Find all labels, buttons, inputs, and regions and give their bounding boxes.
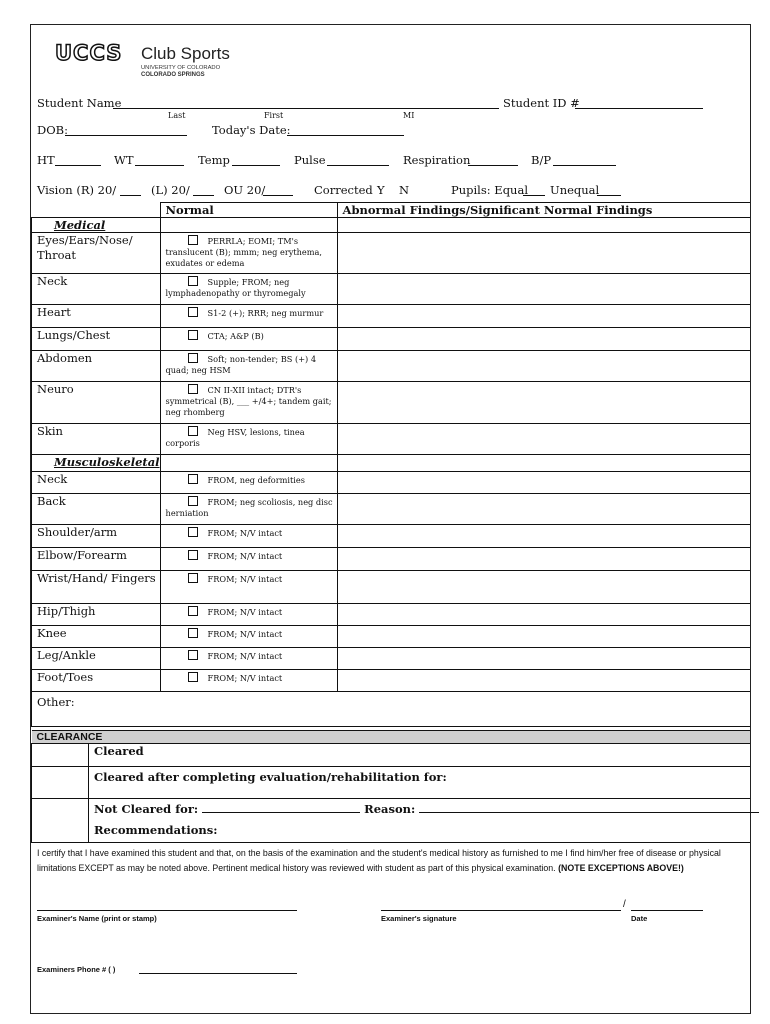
normal-checkbox[interactable] [188, 628, 198, 638]
normal-findings-text: FROM; N/V intact [207, 551, 283, 561]
normal-findings-text: S1-2 (+); RRR; neg murmur [207, 308, 324, 318]
not-cleared-label: Not Cleared for: [94, 802, 199, 816]
abnormal-findings-field[interactable] [337, 424, 750, 455]
examiner-name-field[interactable] [37, 902, 297, 911]
pulse-field[interactable] [327, 155, 389, 166]
cleared-checkbox-cell[interactable] [32, 744, 89, 767]
pulse-label: Pulse [294, 153, 326, 167]
bp-field[interactable] [553, 155, 616, 166]
normal-findings-text: Supple; FROM; neg lymphadenopathy or thyromegaly [165, 277, 306, 298]
normal-checkbox[interactable] [188, 550, 198, 560]
logo-university: UNIVERSITY OF COLORADO [141, 65, 221, 71]
other-findings-field[interactable] [32, 692, 751, 727]
abnormal-findings-field[interactable] [337, 351, 750, 382]
abnormal-findings-field[interactable] [337, 274, 750, 305]
normal-findings-text: FROM; N/V intact [207, 651, 283, 661]
table-row [32, 328, 751, 351]
middle-initial-caption: MI [403, 111, 415, 120]
abnormal-findings-field[interactable] [337, 328, 750, 351]
recommendations-label: Recommendations: [94, 823, 218, 837]
weight-label: WT [114, 153, 134, 167]
normal-checkbox[interactable] [188, 650, 198, 660]
musculoskeletal-section-heading: Musculoskeletal [32, 455, 161, 472]
normal-checkbox[interactable] [188, 573, 198, 583]
table-row [32, 233, 751, 274]
normal-checkbox[interactable] [188, 384, 198, 394]
corrected-yes-option[interactable]: Y [377, 183, 385, 197]
examiner-signature-field[interactable] [381, 902, 621, 911]
vision-ou-label: OU 20/ [224, 183, 266, 197]
logo-title: Club Sports [141, 44, 230, 63]
normal-findings-text: FROM; N/V intact [207, 528, 283, 538]
exam-area-label: Knee [32, 626, 161, 648]
exam-area-label: Back [32, 494, 161, 525]
exam-date-field[interactable] [631, 902, 703, 911]
table-row [32, 274, 751, 305]
student-id-field[interactable] [575, 98, 703, 109]
dob-label: DOB: [37, 123, 68, 137]
date-separator: / [623, 899, 626, 910]
musculoskeletal-rows [32, 472, 751, 692]
weight-field[interactable] [135, 155, 184, 166]
pupils-equal-field[interactable] [523, 185, 545, 196]
abnormal-findings-field[interactable] [337, 670, 750, 692]
table-row [32, 472, 751, 494]
normal-findings-text: PERRLA; EOMI; TM's translucent (B); mmm; neg erythema, exudates or edema [165, 236, 323, 268]
bp-label: B/P [531, 153, 552, 167]
abnormal-findings-field[interactable] [337, 382, 750, 424]
normal-findings-text: FROM; neg scoliosis, neg disc herniation [165, 497, 333, 518]
normal-checkbox[interactable] [188, 353, 198, 363]
abnormal-findings-field[interactable] [337, 548, 750, 571]
normal-checkbox[interactable] [188, 474, 198, 484]
cleared-label: Cleared [89, 744, 751, 767]
exam-area-label: Elbow/Forearm [32, 548, 161, 571]
corrected-no-option[interactable]: N [399, 183, 410, 197]
medical-section-heading: Medical [32, 218, 161, 233]
normal-findings-text: CN II-XII intact; DTR's symmetrical (B), ___ +/4+; tandem gait; neg rhomberg [165, 385, 332, 417]
exam-area-label: Neck [32, 274, 161, 305]
examiner-phone-field[interactable] [139, 965, 297, 974]
normal-findings-text: FROM; N/V intact [207, 629, 283, 639]
exam-area-label: Heart [32, 305, 161, 328]
last-name-caption: Last [168, 111, 186, 120]
abnormal-findings-field[interactable] [337, 571, 750, 604]
table-row [32, 494, 751, 525]
clearance-table [31, 730, 750, 843]
normal-checkbox[interactable] [188, 672, 198, 682]
certification-text: I certify that I have examined this student and that, on the basis of the examination and the student's medical history as furnished to me I find him/her free of disease or physical limitations EXCEPT as may be noted above. Pertinent medical history was reviewed with student as part of this physical examination. [37, 848, 721, 873]
cleared-after-checkbox-cell[interactable] [32, 767, 89, 799]
todays-date-label: Today's Date: [212, 123, 291, 137]
exam-findings-table [31, 202, 750, 727]
table-row [32, 626, 751, 648]
not-cleared-field[interactable] [202, 803, 360, 813]
cleared-after-label: Cleared after completing evaluation/rehabilitation for: [89, 767, 751, 799]
abnormal-findings-field[interactable] [337, 233, 750, 274]
table-row [32, 382, 751, 424]
student-name-field[interactable] [113, 98, 499, 109]
reason-field[interactable] [419, 803, 759, 813]
normal-findings-text: FROM, neg deformities [207, 475, 305, 485]
exam-area-label: Abdomen [32, 351, 161, 382]
exam-area-label: Leg/Ankle [32, 648, 161, 670]
height-field[interactable] [55, 155, 101, 166]
normal-checkbox[interactable] [188, 527, 198, 537]
exam-area-label: Neck [32, 472, 161, 494]
vision-left-label: (L) 20/ [151, 183, 190, 197]
abnormal-findings-field[interactable] [337, 525, 750, 548]
reason-label: Reason: [364, 802, 416, 816]
table-row [32, 525, 751, 548]
medical-rows [32, 233, 751, 455]
exam-area-label: Lungs/Chest [32, 328, 161, 351]
normal-findings-text: FROM; N/V intact [207, 673, 283, 683]
normal-findings-text: FROM; N/V intact [207, 574, 283, 584]
vision-left-field[interactable] [193, 185, 214, 196]
other-label: Other: [37, 695, 75, 709]
pupils-unequal-label: Unequal [550, 183, 600, 197]
normal-checkbox[interactable] [188, 496, 198, 506]
abnormal-findings-field[interactable] [337, 472, 750, 494]
normal-checkbox[interactable] [188, 276, 198, 286]
normal-checkbox[interactable] [188, 307, 198, 317]
abnormal-findings-field[interactable] [337, 494, 750, 525]
normal-findings-text: CTA; A&P (B) [207, 331, 264, 341]
normal-checkbox[interactable] [188, 606, 198, 616]
normal-checkbox[interactable] [188, 330, 198, 340]
examiner-signature-label: Examiner's signature [381, 914, 457, 923]
abnormal-findings-field[interactable] [337, 604, 750, 626]
student-id-label: Student ID # [503, 96, 580, 110]
vision-right-label: Vision (R) 20/ [37, 183, 117, 197]
table-row [32, 305, 751, 328]
corrected-label: Corrected [314, 183, 373, 197]
first-name-caption: First [264, 111, 284, 120]
respiration-label: Respiration [403, 153, 471, 167]
respiration-field[interactable] [468, 155, 518, 166]
todays-date-field[interactable] [287, 125, 404, 136]
table-row [32, 351, 751, 382]
dob-field[interactable] [65, 125, 187, 136]
temp-field[interactable] [232, 155, 280, 166]
logo-campus: COLORADO SPRINGS [141, 72, 205, 78]
exam-area-label: Wrist/Hand/ Fingers [32, 571, 161, 604]
abnormal-findings-field[interactable] [337, 648, 750, 670]
vision-right-field[interactable] [120, 185, 141, 196]
normal-findings-text: Soft; non-tender; BS (+) 4 quad; neg HSM [165, 354, 317, 375]
table-row [32, 670, 751, 692]
normal-findings-text: FROM; N/V intact [207, 607, 283, 617]
exam-area-label: Neuro [32, 382, 161, 424]
date-label: Date [631, 914, 648, 923]
not-cleared-checkbox-cell[interactable] [32, 799, 89, 843]
table-row [32, 571, 751, 604]
examiner-name-label: Examiner's Name (print or stamp) [37, 914, 157, 923]
height-label: HT [37, 153, 55, 167]
examiner-phone-label: Examiners Phone # ( ) [37, 965, 116, 974]
abnormal-column-header: Abnormal Findings/Significant Normal Findings [337, 203, 750, 218]
exam-area-label: Eyes/Ears/Nose/ Throat [32, 233, 161, 274]
table-row [32, 648, 751, 670]
normal-checkbox[interactable] [188, 235, 198, 245]
normal-checkbox[interactable] [188, 426, 198, 436]
certification-statement [37, 846, 743, 875]
clearance-heading: CLEARANCE [32, 731, 751, 744]
exam-area-label: Skin [32, 424, 161, 455]
table-row [32, 548, 751, 571]
exam-area-label: Foot/Toes [32, 670, 161, 692]
vision-ou-field[interactable] [263, 185, 293, 196]
temp-label: Temp [198, 153, 230, 167]
student-name-label: Student Name [37, 96, 122, 110]
exam-area-label: Hip/Thigh [32, 604, 161, 626]
pupils-unequal-field[interactable] [597, 185, 621, 196]
abnormal-findings-field[interactable] [337, 305, 750, 328]
table-row [32, 604, 751, 626]
normal-findings-text: Neg HSV, lesions, tinea corporis [165, 427, 305, 448]
certification-note: (NOTE EXCEPTIONS ABOVE!) [558, 862, 684, 873]
pupils-equal-label: Pupils: Equal [451, 183, 528, 197]
abnormal-findings-field[interactable] [337, 626, 750, 648]
normal-column-header: Normal [160, 203, 337, 218]
table-row [32, 424, 751, 455]
uccs-logo-mark: UCCS [55, 41, 123, 65]
physical-exam-form [30, 24, 751, 1014]
exam-area-label: Shoulder/arm [32, 525, 161, 548]
